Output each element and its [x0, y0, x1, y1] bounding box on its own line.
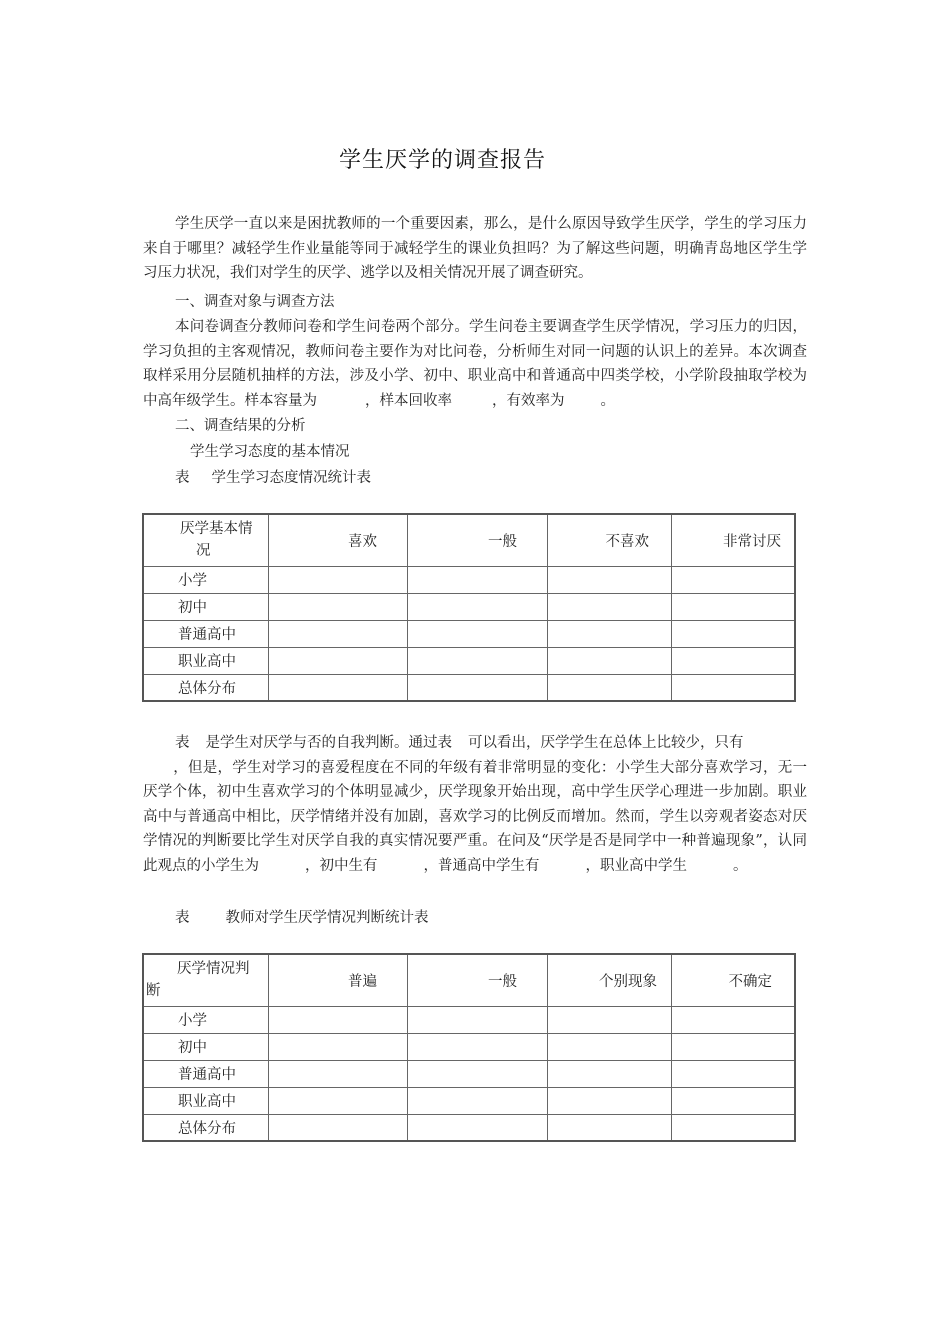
subsection-heading: 学生学习态度的基本情况	[190, 444, 350, 460]
table1-header-row	[143, 514, 795, 566]
table1-row-label: 初中	[143, 593, 269, 620]
table-row	[143, 1114, 795, 1141]
table2-row-label: 初中	[143, 1033, 269, 1060]
table2-col-header: 个别现象	[548, 954, 672, 1006]
analysis-line1-b: 可以看出，厌学学生在总体上比较少，只有	[468, 735, 744, 751]
table2-col-header: 一般	[408, 954, 548, 1006]
table-row	[143, 620, 795, 647]
method-end: 。	[600, 392, 615, 409]
table-row	[143, 647, 795, 674]
table-row	[143, 1006, 795, 1033]
table2-row-label: 职业高中	[143, 1087, 269, 1114]
document-title: 学生厌学的调查报告	[338, 148, 546, 173]
analysis-junior-label: ，初中生有	[305, 857, 378, 874]
analysis-paragraph	[143, 731, 807, 878]
section1-heading: 一、调查对象与调查方法	[175, 294, 335, 310]
section2-heading: 二、调查结果的分析	[175, 418, 306, 434]
table1-corner-line2: 况	[196, 543, 211, 560]
table1-caption-line	[175, 466, 371, 490]
analysis-vocational-label: ，职业高中学生	[585, 857, 687, 874]
table-row	[143, 674, 795, 701]
table2-caption-prefix: 表	[175, 910, 190, 926]
analysis-senior-label: ，普通高中学生有	[423, 857, 540, 874]
method-paragraph	[143, 315, 807, 413]
table-row	[143, 1033, 795, 1060]
table1-col-header: 一般	[408, 514, 548, 566]
analysis-end: 。	[733, 857, 748, 874]
table1-row-label: 职业高中	[143, 647, 269, 674]
table1-caption: 学生学习态度情况统计表	[211, 470, 371, 486]
table2-row-label: 普通高中	[143, 1060, 269, 1087]
table1-col-header: 不喜欢	[548, 514, 672, 566]
table1-col-header: 非常讨厌	[672, 514, 796, 566]
table2	[142, 953, 796, 1142]
table-row	[143, 566, 795, 593]
table1-col-header: 喜欢	[269, 514, 408, 566]
analysis-body: ，但是，学生对学习的喜爱程度在不同的年级有着非常明显的变化：小学生大部分喜欢学习，无一厌学个体，初中生喜欢学习的个体明显减少，厌学现象开始出现，高中学生厌学心理进一步加剧。职业高中与普通高中相比，厌学情绪并没有加剧，喜欢学习的比例反而增加。然而，学生以旁观者姿态对厌学情况的判断要比学生对厌学自我的真实情况要严重。在问及“厌学是否是同学中一种普遍现象”，认同此观点的小学生为	[143, 759, 807, 874]
method-text: 本问卷调查分教师问卷和学生问卷两个部分。学生问卷主要调查学生厌学情况，学习压力的归因，学习负担的主客观情况，教师问卷主要作为对比问卷，分析师生对同一问题的认识上的差异。本次调查取样采用分层随机抽样的方法，涉及小学、初中、职业高中和普通高中四类学校，小学阶段抽取学校为中高年级学生。样本容量为	[143, 319, 807, 409]
table2-corner-cell	[143, 954, 269, 1006]
table1-row-label: 小学	[143, 566, 269, 593]
table-row	[143, 1060, 795, 1087]
analysis-line1-a: 是学生对厌学与否的自我判断。通过表	[205, 735, 452, 751]
method-valid-rate-label: ，有效率为	[492, 392, 565, 409]
table-row	[143, 593, 795, 620]
table2-caption-line	[175, 906, 429, 930]
table2-header-row	[143, 954, 795, 1006]
table-row	[143, 1087, 795, 1114]
table2-col-header: 普遍	[269, 954, 408, 1006]
table2-corner-line2: 断	[146, 983, 161, 1000]
table2-col-header: 不确定	[672, 954, 796, 1006]
method-return-rate-label: ，样本回收率	[365, 392, 452, 409]
table1-row-label: 总体分布	[143, 674, 269, 701]
table2-row-label: 总体分布	[143, 1114, 269, 1141]
table1-corner-line1: 厌学基本情	[180, 521, 253, 538]
analysis-table-ref: 表	[175, 735, 190, 751]
table2-row-label: 小学	[143, 1006, 269, 1033]
intro-paragraph: 学生厌学一直以来是困扰教师的一个重要因素，那么，是什么原因导致学生厌学，学生的学习压力来自于哪里？减轻学生作业量能等同于减轻学生的课业负担吗？为了解这些问题，明确青岛地区学生学习压力状况，我们对学生的厌学、逃学以及相关情况开展了调查研究。	[143, 216, 807, 281]
table2-caption: 教师对学生厌学情况判断统计表	[225, 910, 429, 926]
table1-caption-prefix: 表	[175, 470, 190, 486]
table2-corner-line1: 厌学情况判	[177, 961, 250, 978]
table1-corner-cell	[143, 514, 269, 566]
table1	[142, 513, 796, 702]
table1-row-label: 普通高中	[143, 620, 269, 647]
